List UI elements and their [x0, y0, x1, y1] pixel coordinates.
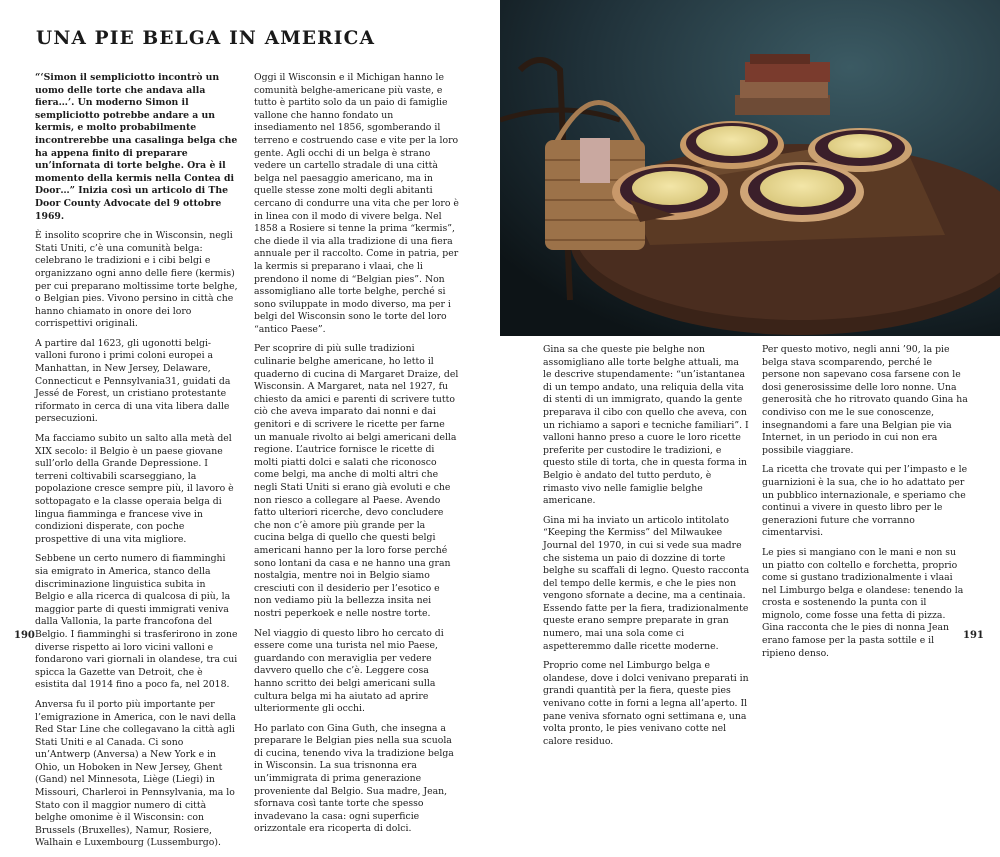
body-paragraph: La ricetta che trovate qui per l’impasto e le guarnizioni è la sua, che io ho adattato per un pubblico internazionale, e speriamo che continui a vivere in questo libro per le generazioni future che vorranno cimentarvisi.: [762, 464, 968, 539]
body-paragraph: Ho parlato con Gina Guth, che insegna a preparare le Belgian pies nella sua scuola di cucina, tenendo viva la tradizione belga in Wisconsin. La sua trisnonna era un’immigrata di prima generazione proveniente dal Belgio. Sua madre, Jean, sfornava così tante torte che spesso invadevano la casa: ogni superficie orizzontale era ricoperta di dolci.: [254, 722, 454, 835]
body-paragraph: Ma facciamo subito un salto alla metà del XIX secolo: il Belgio è un paese giovane sull’orlo della Grande Depressione. I terreni coltivabili scarseggiano, la popolazione cresce sempre più, il lavoro è sottopagato e la classe operaia belga di lingua fiamminga e francese vive in condizioni disperate, con poche prospettive di una vita migliore.: [35, 433, 234, 545]
body-paragraph: Nel viaggio di questo libro ho cercato di essere come una turista nel mio Paese, guardando con meraviglia per vedere davvero quello che c’è. Leggere cosa hanno scritto dei belgi americani sulla cultura belga mi ha aiutato ad aprire ulteriormente gli occhi.: [254, 627, 444, 715]
body-paragraph: Sebbene un certo numero di fiamminghi sia emigrato in America, stanco della discriminazione linguistica subita in Belgio e alla ricerca di qualcosa di più, la maggior parte di questi immigrati veniva dalla Vallonia, la parte francofona del Belgio. I fiamminghi si trasferirono in zone diverse rispetto ai loro vicini valloni e fondarono vari giornali in olandese, tra cui spicca la Gazette van Detroit, che è esistita dal 1914 fino a poco fa, nel 2018.: [35, 553, 238, 691]
body-paragraph: Anversa fu il porto più importante per l’emigrazione in America, con le navi della Red Star Line che collegavano la città agli Stati Uniti e al Canada. Ci sono un’Antwerp (Anversa) a New York e in Ohio, un Hoboken in New Jersey, Ghent (Gand) nel Minnesota, Liège (Liegi) in Missouri, Charleroi in Pennsylvania, ma lo Stato con il maggior numero di città belghe omonime è il Wisconsin: con Brussels (Bruxelles), Namur, Rosiere, Walhain e Luxembourg (Lussemburgo).: [35, 698, 236, 849]
body-paragraph: Oggi il Wisconsin e il Michigan hanno le comunità belghe-americane più vaste, e tutto è partito solo da un paio di famiglie vallone che hanno fondato un insediamento nel 1856, sgomberando il terreno e costruendo case e vite per la loro gente. Agli occhi di un belga è strano vedere un cartello stradale di una città belga nel paesaggio americano, ma in quelle stesse zone molti degli abitanti cercano di condurre una vita che per loro è in linea con il modo di vivere belga. Nel 1858 a Rosiere si tenne la prima “kermis”, che diede il via alla tradizione di una fiera annuale per il raccolto. Come in patria, per la kermis si preparano i vlaai, che li prendono il nome di “Belgian pies”. Non assomigliano alle torte belghe, perché si sono sviluppate in modo diverso, ma per i belgi del Wisconsin sono le torte del loro “antico Paese”.: [254, 72, 459, 335]
pies-illustration: [500, 0, 1000, 336]
body-paragraph: Gina mi ha inviato un articolo intitolato “Keeping the Kermiss” del Milwaukee Journal del 1970, in cui si vede sua madre che sistema un paio di dozzine di torte belghe su scaffali di legno. Questo racconta del tempo delle kermis, e che le pies non vengono sfornate a decine, ma a centinaia. Essendo fatte per la fiera, tradizionalmente queste erano sempre preparate in gran numero, mai una sola come ci aspetteremmo dalle ricette moderne.: [543, 514, 750, 652]
belgian-pies-photo: [500, 0, 1000, 336]
pie-bottom-right: [740, 162, 864, 222]
text-column-2: [254, 72, 459, 843]
text-column-4: [762, 344, 969, 667]
pie-top-left: [680, 121, 784, 169]
intro-quote-paragraph: “‘Simon il sempliciotto incontrò un uomo delle torte che andava alla fiera…’. Un moderno Simon il sempliciotto potrebbe andare a un kermis, e molto probabilmente incontrerebbe una casalinga belga che ha appena finito di preparare un’infornata di torte belghe. Ora è il momento della kermis nella Contea di Door…” Inizia così un articolo di The Door County Advocate del 9 ottobre 1969.: [35, 72, 238, 222]
text-column-3: [543, 344, 750, 755]
body-paragraph: Per scoprire di più sulle tradizioni culinarie belghe americane, ho letto il quaderno di cucina di Margaret Draize, del Wisconsin. A Margaret, nata nel 1927, fu chiesto da amici e parenti di scrivere tutto ciò che aveva imparato dai nonni e dai genitori e di scrivere le ricette per farne un manuale rivolto ai belgi americani della regione. L’autrice fornisce le ricette di molti piatti dolci e salati che riconosco come belgi, ma anche di molti altri che negli Stati Uniti si erano già evoluti e che non riesco a collegare al Paese. Avendo fatto ulteriori ricerche, devo concludere che non c’è amore più grande per la cucina belga di quello che questi belgi americani hanno per la loro forse perché sono lontani da casa e ne hanno una gran nostalgia, mentre noi in Belgio siamo cresciuti con il desiderio per l’esotico e non vediamo più la bellezza insita nei nostri peperkoek e nelle nostre torte.: [254, 343, 459, 619]
page-title: UNA PIE BELGA IN AMERICA: [36, 28, 376, 49]
page-number-right: 191: [963, 630, 984, 641]
body-paragraph: Per questo motivo, negli anni ’90, la pie belga stava scomparendo, perché le persone non sapevano cosa farsene con le dosi generosissime delle loro nonne. Una generosità che ho ritrovato quando Gina ha condiviso con me le sue conoscenze, insegnandomi a fare una Belgian pie via Internet, in un periodo in cui non era possibile viaggiare.: [762, 344, 968, 456]
body-paragraph: A partire dal 1623, gli ugonotti belgi-valloni furono i primi coloni europei a Manhattan, in New Jersey, Delaware, Connecticut e Pennsylvania31, guidati da Jessé de Forest, un cristiano protestante riformato in cerca di una vita libera dalle persecuzioni.: [35, 337, 231, 425]
body-paragraph: Proprio come nel Limburgo belga e olandese, dove i dolci venivano preparati in grandi quantità per la fiera, queste pies venivano cotte in forni a legna all’aperto. Il pane veniva sfornato ogni settimana e, una volta pronto, le pies venivano cotte nel calore residuo.: [543, 660, 749, 747]
page-number-left: 190: [14, 630, 35, 641]
body-paragraph: È insolito scoprire che in Wisconsin, negli Stati Uniti, c’è una comunità belga: celebrano le tradizioni e i cibi belgi e organizzano ogni anno delle fiere (kermis) per cui preparano moltissime torte belghe, o Belgian pies. Vivono persino in città che hanno chiamato in onore dei loro corrispettivi originali.: [35, 230, 238, 330]
body-paragraph: Le pies si mangiano con le mani e non su un piatto con coltello e forchetta, proprio come si gustano tradizionalmente i vlaai nel Limburgo belga e olandese: tenendo la crosta e sostenendo la punta con il mignolo, come fosse una fetta di pizza. Gina racconta che le pies di nonna Jean erano famose per la pasta sottile e il ripieno denso.: [762, 546, 964, 659]
body-paragraph: Gina sa che queste pie belghe non assomigliano alle torte belghe attuali, ma le descrive stupendamente: “un’istantanea di un tempo andato, una reliquia della vita di stenti di un immigrato, quando la gente preparava il cibo con quello che aveva, con un richiamo a sapori e tecniche familiari”. I valloni hanno preso a cuore le loro ricette preferite per custodire le tradizioni, e questo stile di torta, che in questa forma in Belgio è andato del tutto perduto, è rimasto vivo nelle famiglie belghe americane.: [543, 344, 749, 507]
text-column-1: [35, 72, 238, 857]
